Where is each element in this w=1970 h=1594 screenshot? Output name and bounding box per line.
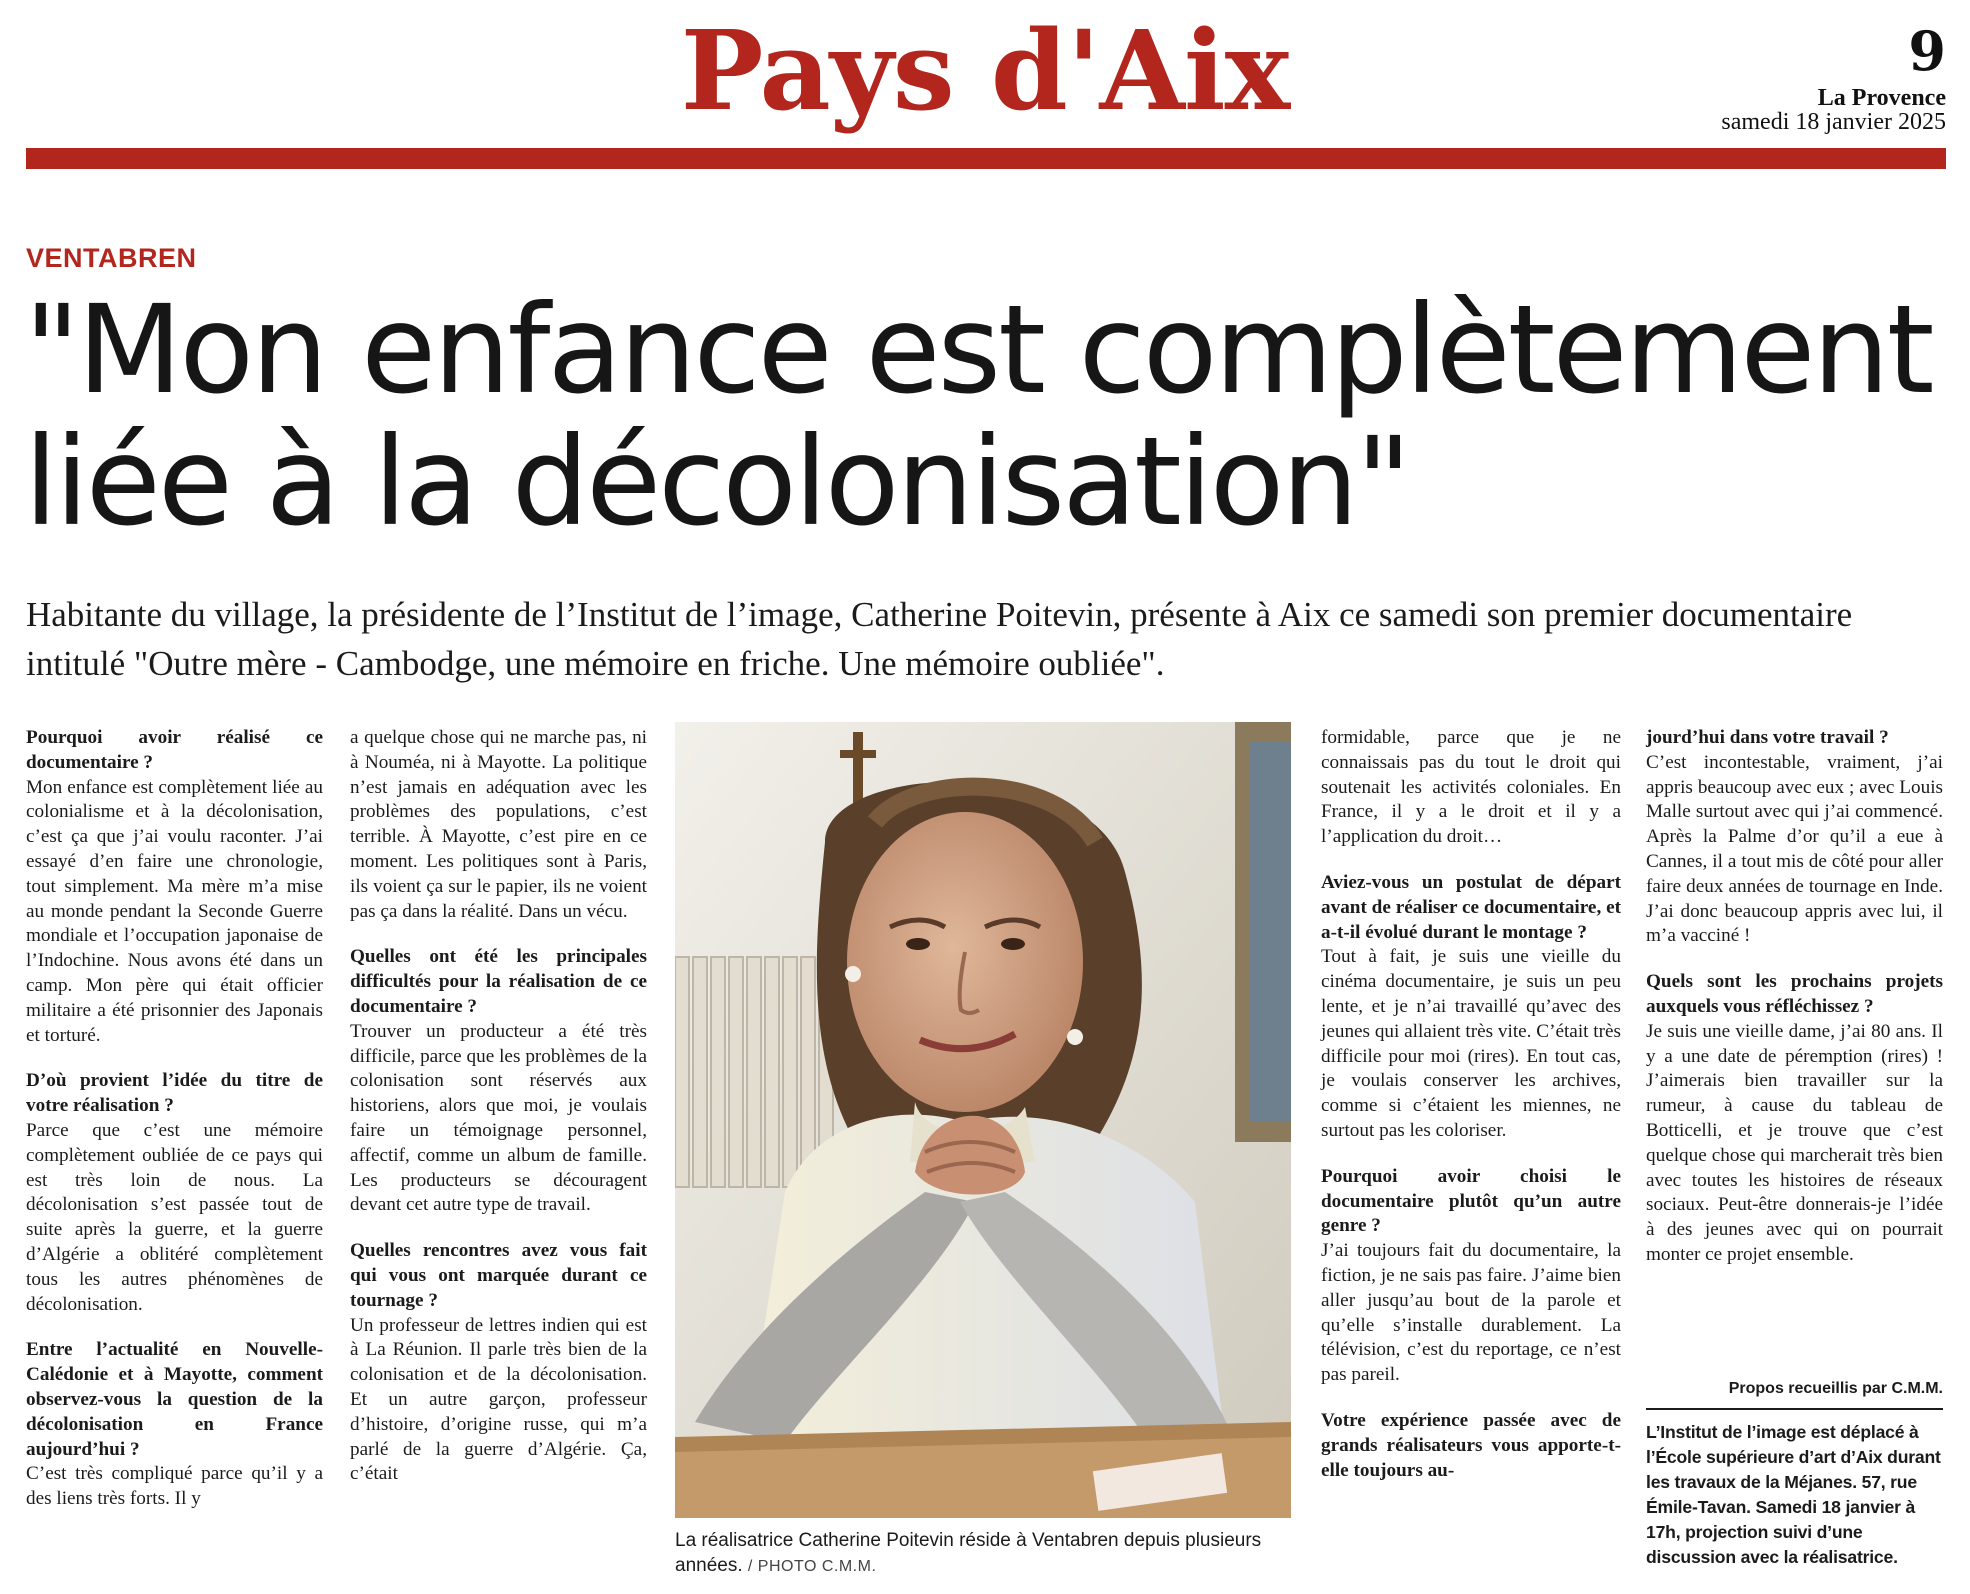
photo-caption-text: La réalisatrice Catherine Poitevin réside à Ventabren depuis plusieurs années. [675,1530,1262,1576]
article-column-2 [350,726,647,1487]
interview-answer: J’ai toujours fait du documentaire, la fiction, je ne sais pas faire. J’aime bien aller jusqu’au bout de la parole et qu’elle s’installe durablement. La télévision, c’est du reportage, ce n’est pas pareil. [1321,1240,1621,1386]
photo-caption [675,1528,1295,1579]
interview-answer: Trouver un producteur a été très difficile, parce que les problèmes de la colonisation sont réservés aux historiens, alors que moi, je voulais faire un témoignage personnel, affectif, comme un album de famille. Les producteurs se découragent devant cet autre type de travail. [350,1020,647,1216]
interview-answer: formidable, parce que je ne connaissais pas du tout le droit qui soutenait les activités coloniales. En France, il y a le droit et il y a l’application du droit… [1321,727,1621,848]
interview-answer: Je suis une vieille dame, j’ai 80 ans. Il y a une date de péremption (rires) ! J’aimerais bien travailler sur la rumeur, à cause du tableau de Botticelli, et je trouve que c’est quelque chose qui marcherait très bien avec toutes les histoires de réseaux sociaux. Peut-être donnerais-je l’idée à des jeunes avec qui on pourrait monter ce projet ensemble. [1646,1020,1943,1265]
interview-answer: Tout à fait, je suis une vieille du cinéma documentaire, je suis un peu lente, et je n’ai travaillé qu’avec des jeunes qui allaient très vite. C’était très difficile pour moi (rires). En tout cas, je voulais conserver les archives, comme si c’étaient les miennes, ne surtout pas les coloriser. [1321,946,1621,1141]
portrait-photo [675,722,1291,1518]
interview-answer: C’est très compliqué parce qu’il y a des liens très forts. Il y [26,1463,323,1510]
interview-answer: Un professeur de lettres indien qui est à La Réunion. Il parle très bien de la colonisation et de la décolonisation. Et un autre garçon, professeur d’histoire, d’origine russe, qui m’a parlé de la guerre d’Algérie. Ça, c’était [350,1314,647,1485]
author-signature: Propos recueillis par C.M.M. [1728,1380,1943,1397]
article-column-4 [1646,726,1943,1268]
article-kicker: VENTABREN [26,243,197,273]
portrait-illustration [675,722,1291,1518]
interview-question: jourd’hui dans votre travail ? [1646,727,1889,748]
newspaper-name: La Provence [1817,85,1946,111]
interview-question: Pourquoi avoir réalisé ce documentaire ? [26,727,323,773]
article-column-1 [26,726,323,1512]
article-headline: "Mon enfance est complètement liée à la décolonisation" [24,279,1932,553]
interview-question: Votre expérience passée avec de grands réalisateurs vous apporte-t-elle toujours au- [1321,1409,1621,1481]
issue-date: samedi 18 janvier 2025 [1721,109,1946,135]
interview-question: Quelles rencontres avez vous fait qui vous ont marquée durant ce tournage ? [350,1240,647,1311]
section-title: Pays d'Aix [680,6,1290,135]
header-rule [26,148,1946,169]
interview-question: Aviez-vous un postulat de départ avant de réaliser ce documentaire, et a-t-il évolué durant le montage ? [1321,871,1621,943]
event-infobox: L’Institut de l’image est déplacé à l’École supérieure d’art d’Aix durant les travaux de la Méjanes. 57, rue Émile-Tavan. Samedi 18 janvier à 17h, projection suivi d’une discussion avec la réalisatrice. [1646,1422,1941,1567]
interview-question: D’où provient l’idée du titre de votre réalisation ? [26,1070,323,1117]
interview-answer: Mon enfance est complètement liée au colonialisme et à la décolonisation, c’est ça que j’ai voulu raconter. J’ai essayé d’en faire une chronologie, tout simplement. Ma mère m’a mise au monde pendant la Seconde Guerre mondiale et l’occupation japonaise de l’Indochine. Nous avons été dans un camp. Mon père qui était officier militaire a été prisonnier des Japonais et torturé. [26,776,323,1046]
interview-answer: C’est incontestable, vraiment, j’ai appris beaucoup avec eux ; avec Louis Malle surtout avec qui j’ai commencé. Après la Palme d’or qu’il a eue à Cannes, il a tout mis de côté pour aller faire deux années de tournage en Inde. J’ai donc beaucoup appris avec lui, il m’a vacciné ! [1646,751,1943,947]
article-standfirst: Habitante du village, la présidente de l’Institut de l’image, Catherine Poitevin, présente à Aix ce samedi son premier documentaire intitulé "Outre mère - Cambodge, une mémoire en friche. Une mémoire oubliée". [26,595,1853,683]
photo-credit: / PHOTO C.M.M. [747,1558,877,1575]
interview-question: Quelles ont été les principales difficultés pour la réalisation de ce documentaire ? [350,946,647,1017]
page-number: 9 [1908,19,1946,83]
infobox-rule [1646,1408,1943,1410]
interview-question: Pourquoi avoir choisi le documentaire plutôt qu’un autre genre ? [1321,1165,1621,1237]
interview-answer: a quelque chose qui ne marche pas, ni à Nouméa, ni à Mayotte. La politique n’est jamais en adéquation avec les problèmes des populations, c’est terrible. À Mayotte, c’est pire en ce moment. Les politiques sont à Paris, ils voient ça sur le papier, ils ne voient pas ça dans la réalité. Dans un vécu. [350,727,647,922]
interview-question: Entre l’actualité en Nouvelle-Calédonie et à Mayotte, comment observez-vous la question de la décolonisation en France aujourd’hui ? [26,1339,323,1460]
interview-answer: Parce que c’est une mémoire complètement oubliée de ce pays qui est très loin de nous. La décolonisation s’est passée tout de suite après la guerre, et la guerre d’Algérie a oblitéré complètement tous les autres phénomènes de décolonisation. [26,1119,323,1315]
interview-question: Quels sont les prochains projets auxquels vous réfléchissez ? [1646,971,1943,1017]
article-column-3 [1321,726,1621,1483]
